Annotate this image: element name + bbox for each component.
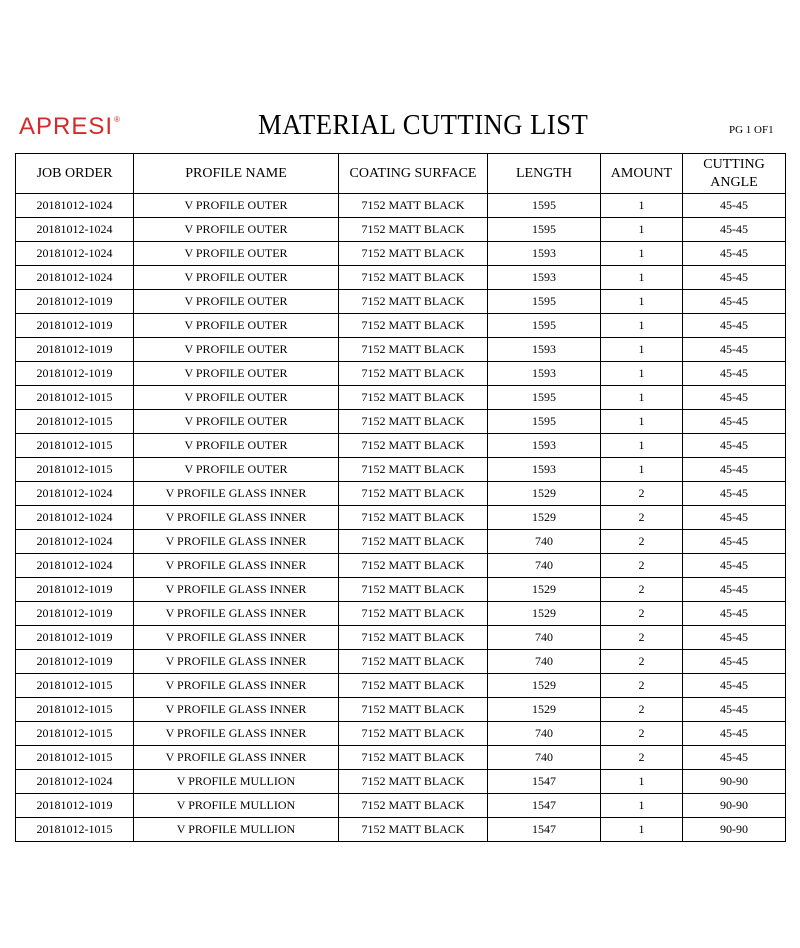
logo-text: APRESI: [19, 113, 114, 140]
cell-job-order: 20181012-1015: [16, 722, 134, 746]
cell-amount: 2: [601, 674, 683, 698]
cell-amount: 1: [601, 770, 683, 794]
header-profile-name: PROFILE NAME: [134, 154, 339, 194]
cell-cutting-angle: 45-45: [683, 362, 786, 386]
table-row: [16, 674, 786, 698]
cell-amount: 2: [601, 746, 683, 770]
cell-job-order: 20181012-1024: [16, 506, 134, 530]
cell-length: 740: [488, 530, 601, 554]
table-row: [16, 218, 786, 242]
table-row: [16, 722, 786, 746]
cell-length: 1547: [488, 770, 601, 794]
cell-length: 1595: [488, 386, 601, 410]
cell-job-order: 20181012-1024: [16, 770, 134, 794]
cell-profile-name: V PROFILE GLASS INNER: [134, 650, 339, 674]
cell-coating-surface: 7152 MATT BLACK: [339, 650, 488, 674]
table-row: [16, 290, 786, 314]
table-row: [16, 194, 786, 218]
cell-length: 1593: [488, 242, 601, 266]
cell-job-order: 20181012-1015: [16, 434, 134, 458]
cell-profile-name: V PROFILE GLASS INNER: [134, 698, 339, 722]
cell-coating-surface: 7152 MATT BLACK: [339, 722, 488, 746]
cell-length: 1529: [488, 698, 601, 722]
cell-job-order: 20181012-1015: [16, 458, 134, 482]
cell-cutting-angle: 45-45: [683, 242, 786, 266]
cell-coating-surface: 7152 MATT BLACK: [339, 554, 488, 578]
cell-job-order: 20181012-1019: [16, 314, 134, 338]
cell-coating-surface: 7152 MATT BLACK: [339, 218, 488, 242]
cell-job-order: 20181012-1019: [16, 602, 134, 626]
header-length: LENGTH: [488, 154, 601, 194]
cell-profile-name: V PROFILE GLASS INNER: [134, 626, 339, 650]
cell-length: 1595: [488, 410, 601, 434]
cell-coating-surface: 7152 MATT BLACK: [339, 314, 488, 338]
cell-cutting-angle: 45-45: [683, 602, 786, 626]
cell-coating-surface: 7152 MATT BLACK: [339, 794, 488, 818]
cell-cutting-angle: 45-45: [683, 530, 786, 554]
cell-cutting-angle: 45-45: [683, 290, 786, 314]
cell-length: 1593: [488, 434, 601, 458]
table-row: [16, 458, 786, 482]
cell-profile-name: V PROFILE GLASS INNER: [134, 674, 339, 698]
cell-job-order: 20181012-1015: [16, 386, 134, 410]
cell-coating-surface: 7152 MATT BLACK: [339, 602, 488, 626]
cell-profile-name: V PROFILE MULLION: [134, 794, 339, 818]
cell-coating-surface: 7152 MATT BLACK: [339, 194, 488, 218]
cell-cutting-angle: 45-45: [683, 746, 786, 770]
cell-amount: 1: [601, 218, 683, 242]
cell-coating-surface: 7152 MATT BLACK: [339, 362, 488, 386]
cell-profile-name: V PROFILE OUTER: [134, 386, 339, 410]
cell-job-order: 20181012-1024: [16, 482, 134, 506]
cell-length: 1529: [488, 602, 601, 626]
cell-amount: 1: [601, 818, 683, 842]
cell-profile-name: V PROFILE GLASS INNER: [134, 482, 339, 506]
table-row: [16, 362, 786, 386]
table-row: [16, 626, 786, 650]
cell-profile-name: V PROFILE OUTER: [134, 194, 339, 218]
table-row: [16, 506, 786, 530]
cell-coating-surface: 7152 MATT BLACK: [339, 482, 488, 506]
cell-cutting-angle: 45-45: [683, 482, 786, 506]
table-row: [16, 746, 786, 770]
table-row: [16, 602, 786, 626]
cell-length: 1593: [488, 362, 601, 386]
cell-profile-name: V PROFILE OUTER: [134, 314, 339, 338]
cell-length: 1547: [488, 794, 601, 818]
cell-cutting-angle: 90-90: [683, 770, 786, 794]
cell-length: 740: [488, 722, 601, 746]
cell-amount: 1: [601, 434, 683, 458]
table-row: [16, 578, 786, 602]
cell-cutting-angle: 45-45: [683, 386, 786, 410]
cell-length: 1595: [488, 290, 601, 314]
table-row: [16, 266, 786, 290]
cell-amount: 1: [601, 410, 683, 434]
cell-job-order: 20181012-1015: [16, 746, 134, 770]
cell-profile-name: V PROFILE GLASS INNER: [134, 746, 339, 770]
cutting-list-table: [15, 153, 786, 842]
cell-amount: 2: [601, 506, 683, 530]
table-row: [16, 314, 786, 338]
header-cutting-angle-line2: ANGLE: [710, 174, 758, 190]
cell-amount: 2: [601, 602, 683, 626]
cell-coating-surface: 7152 MATT BLACK: [339, 818, 488, 842]
cell-amount: 1: [601, 194, 683, 218]
cell-job-order: 20181012-1019: [16, 290, 134, 314]
table-row: [16, 554, 786, 578]
header-amount: AMOUNT: [601, 154, 683, 194]
cell-coating-surface: 7152 MATT BLACK: [339, 338, 488, 362]
cell-cutting-angle: 45-45: [683, 578, 786, 602]
cell-length: 1593: [488, 458, 601, 482]
cell-coating-surface: 7152 MATT BLACK: [339, 770, 488, 794]
cell-job-order: 20181012-1019: [16, 650, 134, 674]
cell-profile-name: V PROFILE GLASS INNER: [134, 506, 339, 530]
cell-profile-name: V PROFILE OUTER: [134, 290, 339, 314]
cell-profile-name: V PROFILE OUTER: [134, 458, 339, 482]
header-cutting-angle-line1: CUTTING: [703, 156, 765, 172]
cell-profile-name: V PROFILE OUTER: [134, 218, 339, 242]
table-row: [16, 530, 786, 554]
cell-length: 1547: [488, 818, 601, 842]
cell-job-order: 20181012-1024: [16, 242, 134, 266]
cell-cutting-angle: 90-90: [683, 818, 786, 842]
cell-coating-surface: 7152 MATT BLACK: [339, 746, 488, 770]
cell-cutting-angle: 45-45: [683, 338, 786, 362]
cell-length: 1595: [488, 218, 601, 242]
header-coating-surface: COATING SURFACE: [339, 154, 488, 194]
cell-job-order: 20181012-1019: [16, 338, 134, 362]
cell-coating-surface: 7152 MATT BLACK: [339, 698, 488, 722]
cell-coating-surface: 7152 MATT BLACK: [339, 506, 488, 530]
cell-length: 740: [488, 554, 601, 578]
cell-coating-surface: 7152 MATT BLACK: [339, 410, 488, 434]
cell-length: 1593: [488, 338, 601, 362]
cell-coating-surface: 7152 MATT BLACK: [339, 242, 488, 266]
cell-amount: 1: [601, 266, 683, 290]
cell-amount: 1: [601, 314, 683, 338]
cell-profile-name: V PROFILE MULLION: [134, 770, 339, 794]
cell-amount: 2: [601, 530, 683, 554]
cell-profile-name: V PROFILE OUTER: [134, 242, 339, 266]
company-logo: [19, 113, 121, 141]
cell-profile-name: V PROFILE GLASS INNER: [134, 602, 339, 626]
cell-cutting-angle: 45-45: [683, 674, 786, 698]
cell-coating-surface: 7152 MATT BLACK: [339, 674, 488, 698]
header-job-order: JOB ORDER: [16, 154, 134, 194]
cell-length: 1529: [488, 674, 601, 698]
header-cutting-angle: [683, 154, 786, 194]
page-number: PG 1 OF1: [729, 124, 774, 136]
cell-coating-surface: 7152 MATT BLACK: [339, 578, 488, 602]
cell-coating-surface: 7152 MATT BLACK: [339, 386, 488, 410]
cell-amount: 2: [601, 650, 683, 674]
cell-job-order: 20181012-1019: [16, 578, 134, 602]
cell-amount: 2: [601, 482, 683, 506]
cell-length: 1593: [488, 266, 601, 290]
cell-profile-name: V PROFILE GLASS INNER: [134, 554, 339, 578]
cell-profile-name: V PROFILE MULLION: [134, 818, 339, 842]
cell-profile-name: V PROFILE GLASS INNER: [134, 722, 339, 746]
table-row: [16, 410, 786, 434]
cell-profile-name: V PROFILE OUTER: [134, 338, 339, 362]
cell-job-order: 20181012-1024: [16, 266, 134, 290]
table-row: [16, 386, 786, 410]
table-row: [16, 770, 786, 794]
cell-amount: 2: [601, 722, 683, 746]
table-row: [16, 338, 786, 362]
cell-cutting-angle: 45-45: [683, 506, 786, 530]
cell-amount: 2: [601, 578, 683, 602]
cell-job-order: 20181012-1015: [16, 818, 134, 842]
document-title: MATERIAL CUTTING LIST: [258, 109, 589, 141]
cell-job-order: 20181012-1015: [16, 674, 134, 698]
cell-profile-name: V PROFILE OUTER: [134, 362, 339, 386]
cell-amount: 1: [601, 362, 683, 386]
cell-job-order: 20181012-1024: [16, 218, 134, 242]
table-row: [16, 242, 786, 266]
cell-length: 1595: [488, 314, 601, 338]
cell-coating-surface: 7152 MATT BLACK: [339, 626, 488, 650]
cell-profile-name: V PROFILE OUTER: [134, 434, 339, 458]
cell-job-order: 20181012-1019: [16, 626, 134, 650]
cell-cutting-angle: 45-45: [683, 194, 786, 218]
cell-job-order: 20181012-1024: [16, 530, 134, 554]
cell-job-order: 20181012-1019: [16, 362, 134, 386]
cell-length: 1529: [488, 482, 601, 506]
cell-coating-surface: 7152 MATT BLACK: [339, 530, 488, 554]
cell-job-order: 20181012-1015: [16, 410, 134, 434]
cell-cutting-angle: 45-45: [683, 554, 786, 578]
cell-length: 1529: [488, 506, 601, 530]
cell-profile-name: V PROFILE GLASS INNER: [134, 530, 339, 554]
cell-length: 1595: [488, 194, 601, 218]
cell-job-order: 20181012-1019: [16, 794, 134, 818]
cell-job-order: 20181012-1015: [16, 698, 134, 722]
cell-amount: 2: [601, 698, 683, 722]
cell-cutting-angle: 45-45: [683, 458, 786, 482]
cell-amount: 1: [601, 794, 683, 818]
cell-profile-name: V PROFILE OUTER: [134, 266, 339, 290]
cell-job-order: 20181012-1024: [16, 194, 134, 218]
cell-amount: 1: [601, 458, 683, 482]
cell-cutting-angle: 45-45: [683, 626, 786, 650]
cell-job-order: 20181012-1024: [16, 554, 134, 578]
cell-cutting-angle: 45-45: [683, 266, 786, 290]
table-row: [16, 434, 786, 458]
cell-amount: 1: [601, 338, 683, 362]
table-row: [16, 818, 786, 842]
table-row: [16, 482, 786, 506]
cell-cutting-angle: 45-45: [683, 650, 786, 674]
cell-coating-surface: 7152 MATT BLACK: [339, 266, 488, 290]
cell-cutting-angle: 45-45: [683, 410, 786, 434]
cell-length: 1529: [488, 578, 601, 602]
cell-coating-surface: 7152 MATT BLACK: [339, 290, 488, 314]
registered-mark: ®: [114, 115, 121, 124]
cell-cutting-angle: 45-45: [683, 218, 786, 242]
cell-amount: 1: [601, 242, 683, 266]
table-row: [16, 794, 786, 818]
table-row: [16, 650, 786, 674]
cell-amount: 2: [601, 554, 683, 578]
cell-length: 740: [488, 746, 601, 770]
table-row: [16, 698, 786, 722]
cell-cutting-angle: 45-45: [683, 722, 786, 746]
cell-length: 740: [488, 626, 601, 650]
cell-amount: 1: [601, 290, 683, 314]
cell-profile-name: V PROFILE GLASS INNER: [134, 578, 339, 602]
cell-cutting-angle: 45-45: [683, 314, 786, 338]
cell-cutting-angle: 90-90: [683, 794, 786, 818]
cell-coating-surface: 7152 MATT BLACK: [339, 434, 488, 458]
cell-cutting-angle: 45-45: [683, 698, 786, 722]
cell-amount: 2: [601, 626, 683, 650]
cell-amount: 1: [601, 386, 683, 410]
header-row: [16, 154, 786, 194]
cell-length: 740: [488, 650, 601, 674]
cell-profile-name: V PROFILE OUTER: [134, 410, 339, 434]
cell-cutting-angle: 45-45: [683, 434, 786, 458]
cell-coating-surface: 7152 MATT BLACK: [339, 458, 488, 482]
